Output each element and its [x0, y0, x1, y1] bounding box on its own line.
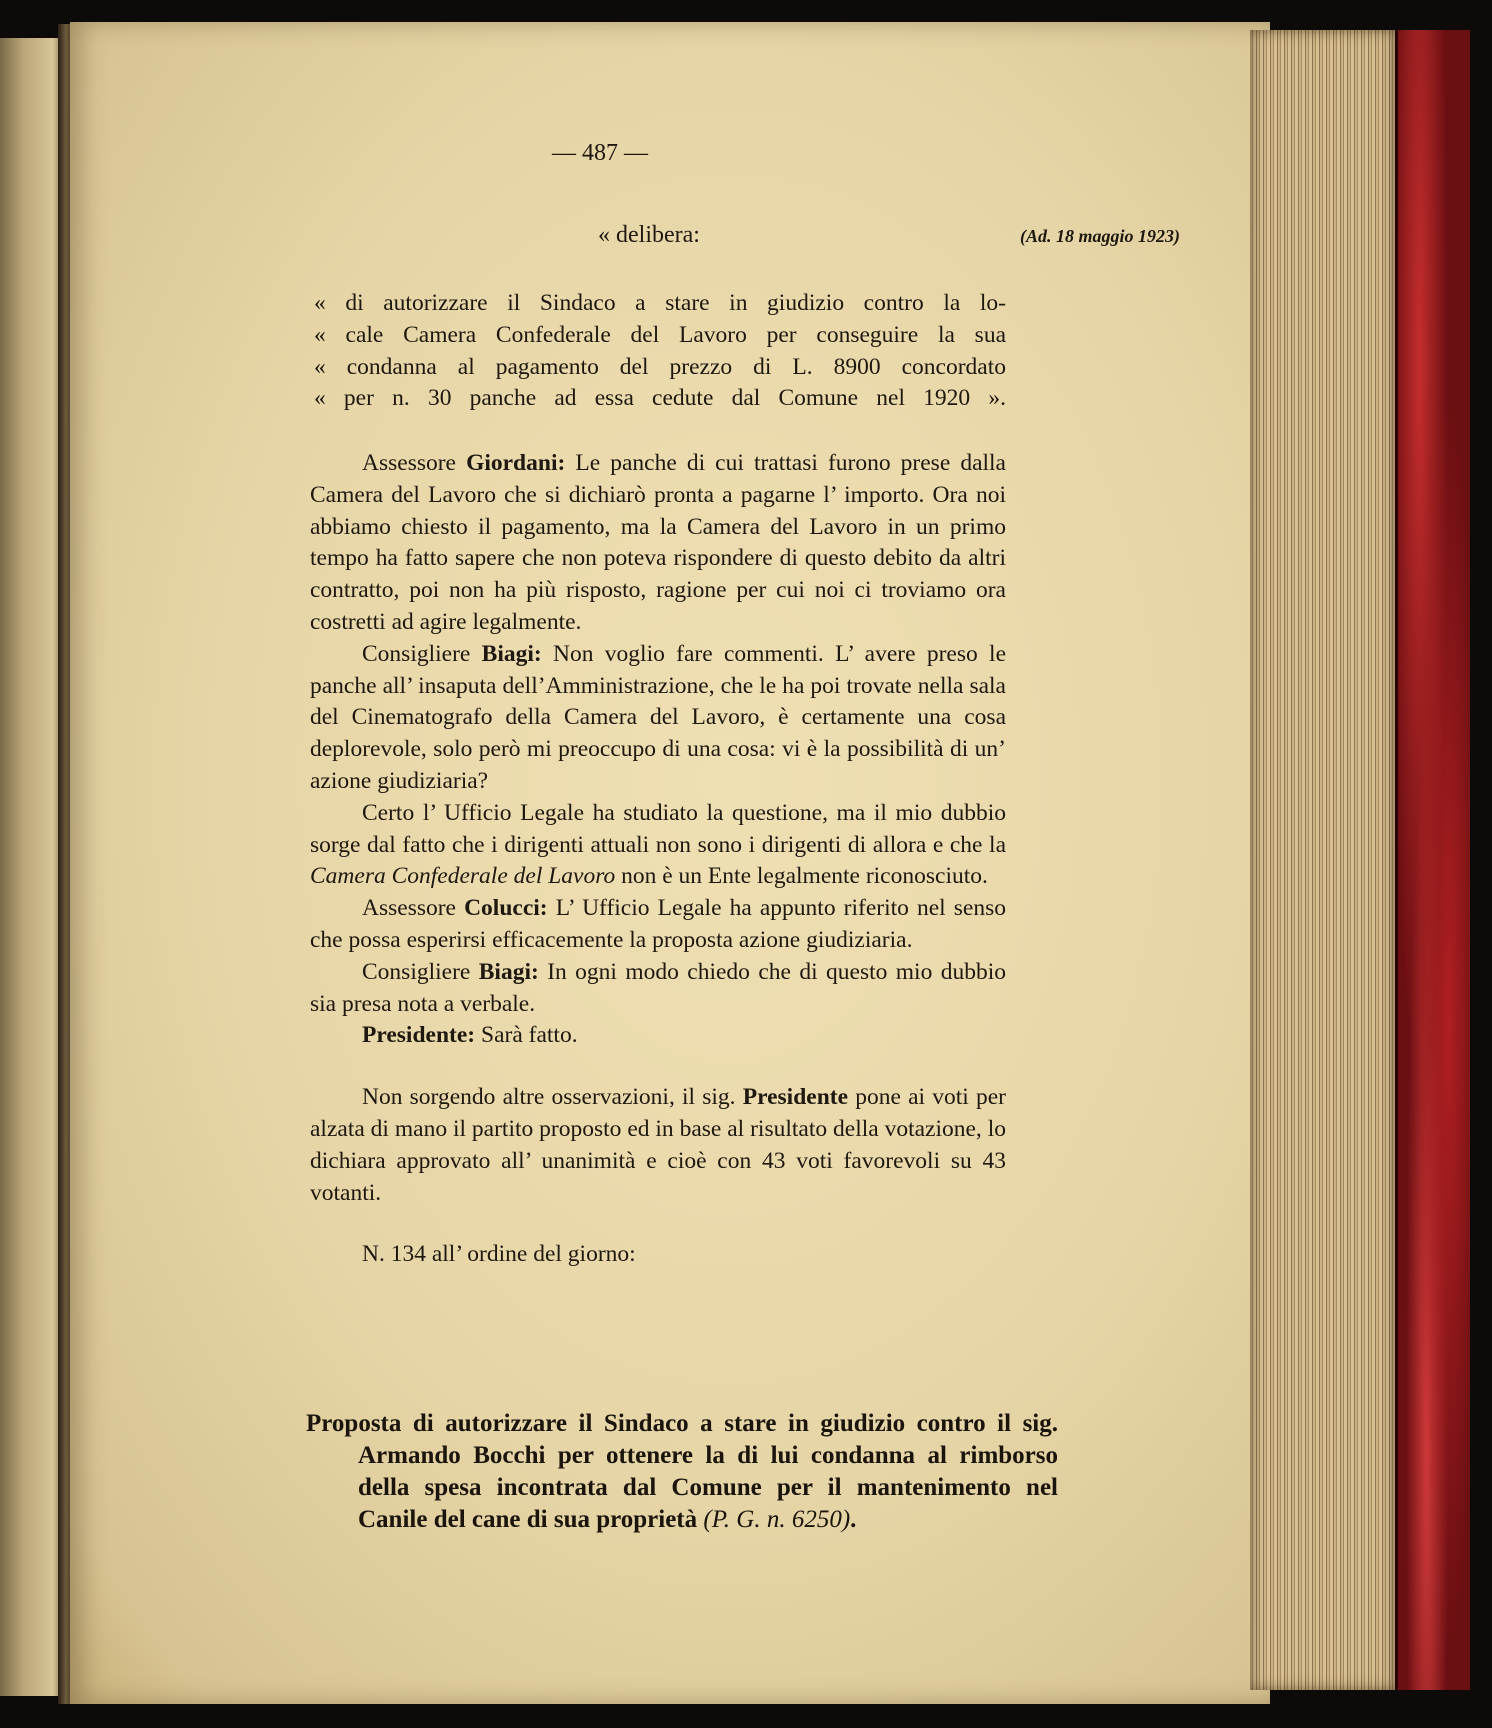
paragraph-text: non è un Ente legalmente riconosciuto.	[615, 863, 988, 890]
heading-text: Proposta di autorizzare il Sindaco a stare in giudizio contro il sig. Armando Bocchi per ottenere la di lui condanna al rimborso della spesa incontrata dal Comune per il mantenimento nel Canile del cane di sua proprietà	[306, 1410, 1058, 1533]
paragraph-biagi-1	[310, 639, 1006, 798]
quote-line: « di autorizzare il Sindaco a stare in giudizio contro la lo-	[314, 290, 1006, 316]
bold-text: Presidente	[742, 1084, 849, 1111]
heading-end: .	[850, 1506, 857, 1533]
paragraph-text: N. 134 all’ ordine del giorno:	[362, 1241, 636, 1268]
paragraph-giordani	[310, 448, 1006, 639]
paragraph-biagi-3	[310, 957, 1006, 1021]
paragraph-text: pone ai voti per alzata di mano il partito proposto ed in base al risultato della votazione, lo dichiara approvato all’ unanimità e cioè con 43 voti favorevoli su 43 votanti.	[310, 1084, 1006, 1206]
speaker-role: Assessore	[362, 895, 465, 922]
quote-line: « condanna al pagamento del prezzo di L. 8900 concordato	[314, 353, 1006, 380]
paragraph-vote	[310, 1082, 1006, 1209]
paragraph-colucci	[310, 893, 1006, 957]
delibera-label: « delibera:	[598, 222, 700, 248]
speaker-role: Consigliere	[362, 640, 482, 667]
proposal-heading	[306, 1408, 1058, 1536]
page-number: — 487 —	[552, 140, 648, 166]
speaker-name: Biagi:	[478, 958, 539, 985]
quote-line: « per n. 30 panche ad essa cedute dal Comune nel 1920 ».	[314, 385, 1006, 412]
minutes-body	[310, 448, 1006, 1271]
paragraph-text: Le panche di cui trattasi furono prese dalla Camera del Lavoro che si dichiarò pronta a pagarne l’ importo. Ora noi abbiamo chiesto il pagamento, ma la Camera del Lavoro in un primo tempo ha fatto sapere che non poteva rispondere di questo debito da altri contratto, poi non ha più risposto, ragione per cui noi ci troviamo ora costretti ad agire legalmente.	[310, 450, 1006, 635]
left-page-edge	[0, 38, 66, 1696]
protocol-ref: (P. G. n. 6250)	[703, 1506, 851, 1533]
marbled-cover	[1395, 30, 1470, 1690]
paragraph-text: L’ Ufficio Legale ha appunto riferito nel senso che possa esperirsi efficacemente la proposta azione giudiziaria.	[310, 895, 1006, 953]
speaker-name: Presidente:	[362, 1022, 476, 1049]
speaker-role: Assessore	[362, 450, 467, 476]
resolution-quote	[314, 288, 1006, 415]
paragraph-text: Non voglio fare commenti. L’ avere preso le panche all’ insaputa dell’Amministrazione, che le ha poi trovate nella sala del Cinematografo della Camera del Lavoro, è certamente una cosa deplorevole, solo però mi preoccupo di una cosa: vi è la possibilità di un’ azione giudiziaria?	[310, 640, 1007, 794]
paragraph-text: Certo l’ Ufficio Legale ha studiato la questione, ma il mio dubbio sorge dal fatto che i dirigenti attuali non sono i dirigenti di allora e che la	[310, 799, 1006, 858]
speaker-name: Biagi:	[481, 640, 542, 667]
paragraph-text: Non sorgendo altre osservazioni, il sig.	[362, 1084, 743, 1111]
speaker-role: Consigliere	[362, 958, 479, 985]
quote-line: « cale Camera Confederale del Lavoro per conseguire la sua	[314, 321, 1006, 348]
speaker-name: Giordani:	[466, 450, 566, 476]
italic-text: Camera Confederale del Lavoro	[310, 863, 616, 890]
paragraph-order-number	[310, 1239, 1006, 1271]
page-edges	[1250, 30, 1395, 1690]
margin-date: (Ad. 18 maggio 1923)	[1020, 226, 1180, 246]
paragraph-presidente	[310, 1020, 1006, 1052]
paragraph-biagi-2	[310, 798, 1006, 893]
speaker-name: Colucci:	[464, 895, 548, 922]
paragraph-text: In ogni modo chiedo che di questo mio dubbio sia presa nota a verbale.	[310, 958, 1007, 1017]
paragraph-text: Sarà fatto.	[475, 1022, 578, 1049]
